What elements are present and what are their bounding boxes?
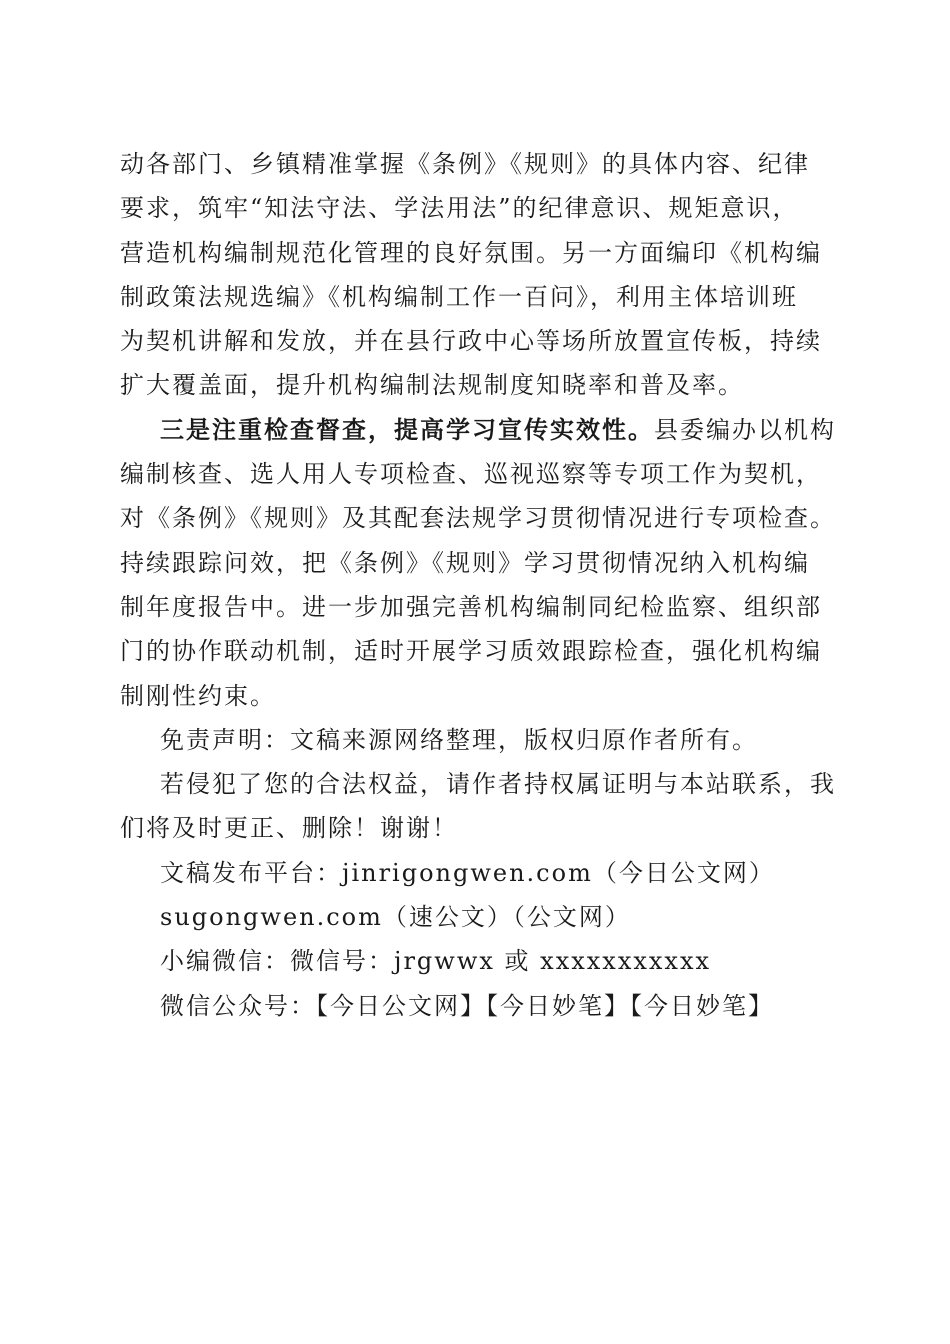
- text-line: 编制核查、选人用人专项检查、巡视巡察等专项工作为契机，: [120, 460, 822, 489]
- text-line: 持续跟踪问效，把《条例》《规则》学习贯彻情况纳入机构编: [120, 548, 810, 577]
- platform-info: [120, 851, 832, 940]
- wechat-accounts-text: 微信公众号：【今日公文网】【今日妙笔】【今日妙笔】: [160, 991, 774, 1020]
- paragraph-publicity: [120, 142, 832, 408]
- text-line: [120, 408, 836, 452]
- notice-line: 若侵犯了您的合法权益，请作者持权属证明与本站联系，我: [160, 770, 836, 799]
- document-body: [120, 142, 836, 1028]
- editor-contact: [120, 939, 832, 983]
- heading-continuation: 县委编办以机构: [654, 415, 836, 444]
- editor-wechat: 小编微信：微信号：jrgwwx 或 xxxxxxxxxxx: [160, 947, 712, 976]
- paragraph-inspection: [120, 408, 836, 718]
- text-line: 门的协作联动机制，适时开展学习质效跟踪检查，强化机构编: [120, 637, 822, 666]
- text-line: 制政策法规选编》《机构编制工作一百问》，利用主体培训班: [120, 282, 798, 311]
- text-line: 动各部门、乡镇精准掌握《条例》《规则》的具体内容、纪律: [120, 150, 810, 178]
- paragraph-heading: 三是注重检查督查，提高学习宣传实效性。: [160, 414, 654, 444]
- text-line: 制刚性约束。: [120, 681, 276, 710]
- wechat-accounts: [120, 984, 832, 1028]
- platform-line-2: sugongwen.com（速公文）（公文网）: [160, 903, 631, 932]
- text-line: 为契机讲解和发放，并在县行政中心等场所放置宣传板，持续: [120, 327, 822, 356]
- platform-line: 文稿发布平台：jinrigongwen.com（今日公文网）: [160, 858, 775, 887]
- text-line: 扩大覆盖面，提升机构编制法规制度知晓率和普及率。: [120, 371, 744, 400]
- disclaimer-text: 免责声明：文稿来源网络整理，版权归原作者所有。: [160, 725, 758, 754]
- disclaimer: [120, 718, 832, 762]
- text-line: 制年度报告中。进一步加强完善机构编制同纪检监察、组织部: [120, 592, 822, 621]
- text-line: 对《条例》《规则》及其配套法规学习贯彻情况进行专项检查。: [120, 504, 836, 533]
- text-line: 营造机构编制规范化管理的良好氛围。另一方面编印《机构编: [120, 238, 822, 267]
- text-line: 要求，筑牢“知法守法、学法用法”的纪律意识、规矩意识，: [120, 194, 799, 223]
- notice-line: 们将及时更正、删除！谢谢！: [120, 814, 458, 843]
- copyright-notice: [120, 762, 836, 851]
